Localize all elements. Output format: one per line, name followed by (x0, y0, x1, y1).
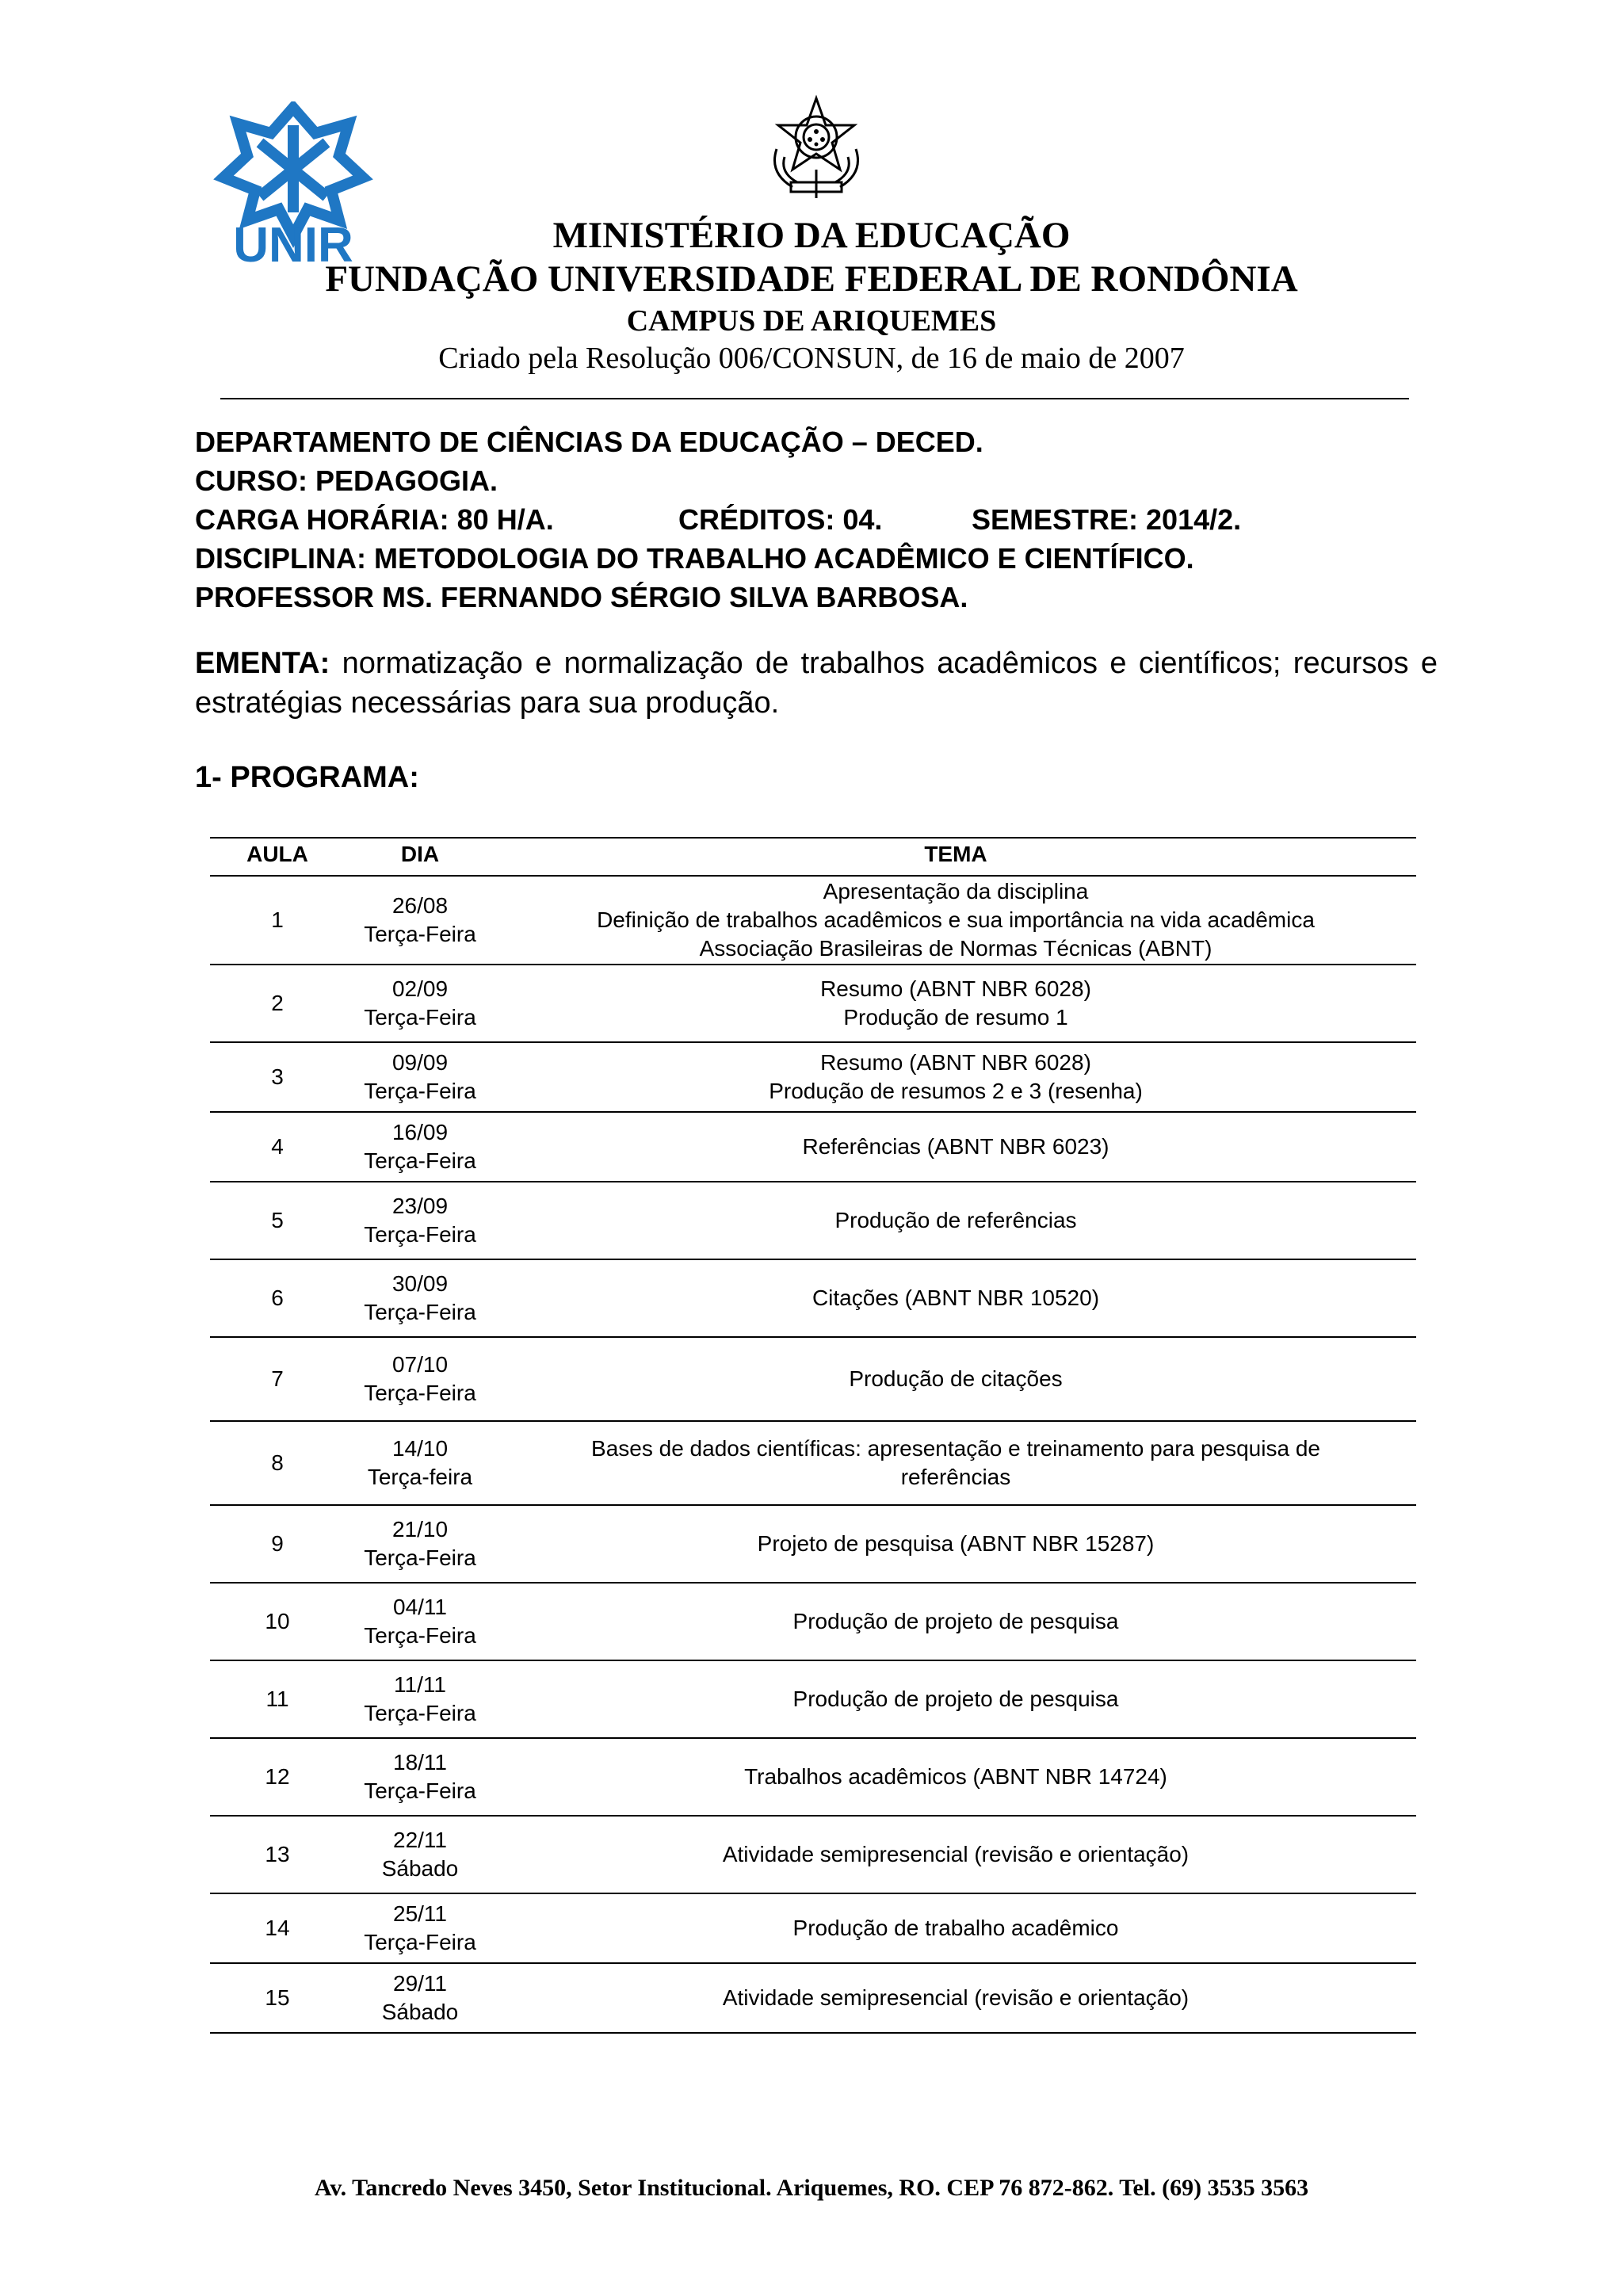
aula-number: 15 (265, 1985, 290, 2010)
weekday: Terça-Feira (364, 1930, 476, 1954)
aula-cell (210, 1739, 345, 1815)
aula-cell (210, 1338, 345, 1420)
tema-line: Resumo (ABNT NBR 6028) (820, 1050, 1091, 1075)
column-header-aula: AULA (246, 842, 308, 866)
date: 23/09 (391, 1194, 449, 1218)
aula-cell (210, 1113, 345, 1181)
tema-line: Produção de resumos 2 e 3 (resenha) (769, 1079, 1143, 1103)
aula-cell (210, 965, 345, 1041)
weekday: Terça-Feira (364, 1778, 476, 1803)
ementa-text: normatização e normalização de trabalhos acadêmicos e científicos; recursos e estratégias necessárias para sua produção. (195, 647, 1438, 720)
tema-line: Associação Brasileiras de Normas Técnicas (ABNT) (699, 936, 1212, 961)
aula-cell (210, 1964, 345, 2032)
aula-number: 6 (271, 1286, 284, 1310)
weekday: Terça-Feira (364, 1623, 476, 1648)
date: 14/10 (391, 1436, 449, 1461)
program-table (210, 837, 1416, 2034)
table-row (210, 1422, 1416, 1506)
tema-line: Produção de trabalho acadêmico (792, 1916, 1119, 1940)
table-row (210, 1506, 1416, 1584)
footer-address: Av. Tancredo Neves 3450, Setor Institucional. Ariquemes, RO. CEP 76 872-862. Tel. (69) 3535 3563 (314, 2175, 1309, 2201)
dia-cell (345, 1964, 495, 2032)
dia-cell (345, 1506, 495, 1582)
aula-cell (210, 1422, 345, 1504)
professor-line: PROFESSOR MS. FERNANDO SÉRGIO SILVA BARBOSA. (195, 581, 968, 613)
tema-cell (495, 1817, 1416, 1893)
coat-of-arms-emblem (761, 94, 872, 204)
header-divider (220, 398, 1409, 399)
table-row (210, 965, 1416, 1043)
tema-cell (495, 877, 1416, 964)
aula-number: 2 (271, 991, 284, 1015)
aula-number: 9 (271, 1531, 284, 1556)
date: 18/11 (393, 1750, 447, 1775)
date: 02/09 (391, 976, 449, 1001)
tema-line: Produção de projeto de pesquisa (792, 1687, 1119, 1711)
ementa-paragraph (195, 644, 1438, 723)
weekday: Terça-Feira (364, 1381, 476, 1405)
date: 09/09 (391, 1050, 449, 1075)
aula-number: 14 (265, 1916, 290, 1940)
table-row (210, 877, 1416, 965)
date: 07/10 (391, 1352, 449, 1377)
tema-line: Produção de citações (849, 1366, 1063, 1391)
dia-cell (345, 965, 495, 1041)
tema-line: Projeto de pesquisa (ABNT NBR 15287) (757, 1531, 1155, 1556)
tema-line: referências (900, 1465, 1011, 1489)
weekday: Sábado (381, 1856, 459, 1881)
tema-cell (495, 1506, 1416, 1582)
tema-cell (495, 1338, 1416, 1420)
tema-line: Produção de referências (834, 1208, 1077, 1232)
date: 30/09 (391, 1271, 449, 1296)
dia-cell (345, 1182, 495, 1259)
table-row (210, 1817, 1416, 1894)
tema-line: Trabalhos acadêmicos (ABNT NBR 14724) (744, 1764, 1167, 1789)
credits: CRÉDITOS: 04. (678, 503, 883, 536)
table-row (210, 1661, 1416, 1739)
tema-cell (495, 1894, 1416, 1962)
tema-cell (495, 965, 1416, 1041)
table-row (210, 1338, 1416, 1422)
workload-hours: CARGA HORÁRIA: 80 H/A. (195, 503, 554, 536)
weekday: Terça-Feira (364, 1545, 476, 1570)
tema-cell (495, 1422, 1416, 1504)
date: 04/11 (393, 1595, 447, 1619)
aula-cell (210, 1260, 345, 1336)
aula-number: 8 (271, 1450, 284, 1475)
semester: SEMESTRE: 2014/2. (972, 503, 1242, 536)
dia-cell (345, 1422, 495, 1504)
tema-cell (495, 1739, 1416, 1815)
table-header (210, 837, 1416, 877)
weekday: Terça-Feira (364, 1005, 476, 1030)
date: 16/09 (391, 1120, 449, 1144)
department-line: DEPARTAMENTO DE CIÊNCIAS DA EDUCAÇÃO – DECED. (195, 426, 983, 458)
course-line: CURSO: PEDAGOGIA. (195, 464, 498, 497)
table-row (210, 1584, 1416, 1661)
tema-line: Atividade semipresencial (revisão e orientação) (722, 1985, 1190, 2010)
weekday: Terça-Feira (364, 1701, 476, 1725)
aula-cell (210, 1506, 345, 1582)
column-header-dia: DIA (400, 842, 440, 866)
tema-line: Referências (ABNT NBR 6023) (802, 1134, 1109, 1159)
table-body (210, 877, 1416, 2034)
workload-line (195, 501, 1241, 539)
date: 22/11 (393, 1828, 447, 1852)
dia-cell (345, 1043, 495, 1111)
weekday: Terça-Feira (364, 1148, 476, 1173)
tema-cell (495, 1964, 1416, 2032)
tema-line: Bases de dados científicas: apresentação e treinamento para pesquisa de (591, 1436, 1320, 1461)
aula-number: 7 (271, 1366, 284, 1391)
table-row (210, 1894, 1416, 1964)
tema-line: Atividade semipresencial (revisão e orientação) (722, 1842, 1190, 1866)
column-header-tema: TEMA (924, 842, 987, 866)
tema-line: Citações (ABNT NBR 10520) (812, 1286, 1100, 1310)
tema-line: Resumo (ABNT NBR 6028) (820, 976, 1091, 1001)
dia-cell (345, 1817, 495, 1893)
tema-line: Apresentação da disciplina (823, 879, 1089, 904)
aula-number: 11 (265, 1687, 289, 1711)
tema-cell (495, 1113, 1416, 1181)
aula-number: 4 (271, 1134, 284, 1159)
tema-line: Produção de projeto de pesquisa (792, 1609, 1119, 1633)
aula-cell (210, 1182, 345, 1259)
table-row (210, 1113, 1416, 1182)
dia-cell (345, 1260, 495, 1336)
table-row (210, 1043, 1416, 1113)
weekday: Terça-Feira (364, 1079, 476, 1103)
aula-cell (210, 1661, 345, 1737)
table-row (210, 1964, 1416, 2034)
discipline-line: DISCIPLINA: METODOLOGIA DO TRABALHO ACADÊMICO E CIENTÍFICO. (195, 542, 1194, 575)
tema-cell (495, 1584, 1416, 1660)
campus-title: CAMPUS DE ARIQUEMES (626, 304, 997, 338)
weekday: Terça-Feira (364, 922, 476, 946)
weekday: Sábado (381, 2000, 459, 2024)
dia-cell (345, 1584, 495, 1660)
aula-cell (210, 1584, 345, 1660)
tema-cell (495, 1661, 1416, 1737)
date: 25/11 (393, 1901, 447, 1926)
ementa-label: EMENTA: (195, 647, 330, 680)
aula-number: 3 (271, 1064, 284, 1089)
dia-cell (345, 877, 495, 964)
aula-number: 5 (271, 1208, 284, 1232)
foundation-title: FUNDAÇÃO UNIVERSIDADE FEDERAL DE RONDÔNIA (325, 258, 1298, 300)
aula-cell (210, 877, 345, 964)
program-title: 1- PROGRAMA: (195, 761, 419, 794)
aula-cell (210, 1817, 345, 1893)
table-row (210, 1182, 1416, 1260)
aula-cell (210, 1894, 345, 1962)
tema-line: Produção de resumo 1 (843, 1005, 1068, 1030)
table-row (210, 1260, 1416, 1338)
weekday: Terça-Feira (364, 1300, 476, 1324)
aula-number: 1 (271, 907, 284, 932)
weekday: Terça-Feira (364, 1222, 476, 1247)
unir-logo-text: UNIR (233, 218, 353, 264)
aula-number: 12 (265, 1764, 290, 1789)
date: 11/11 (394, 1672, 446, 1697)
dia-cell (345, 1113, 495, 1181)
weekday: Terça-feira (367, 1465, 473, 1489)
date: 21/10 (391, 1517, 449, 1541)
dia-cell (345, 1338, 495, 1420)
aula-number: 10 (265, 1609, 290, 1633)
date: 26/08 (391, 893, 449, 918)
tema-cell (495, 1043, 1416, 1111)
dia-cell (345, 1894, 495, 1962)
ministry-title: MINISTÉRIO DA EDUCAÇÃO (552, 215, 1071, 256)
resolution-line: Criado pela Resolução 006/CONSUN, de 16 de maio de 2007 (438, 342, 1185, 375)
tema-cell (495, 1260, 1416, 1336)
dia-cell (345, 1739, 495, 1815)
tema-line: Definição de trabalhos acadêmicos e sua importância na vida acadêmica (597, 907, 1315, 932)
aula-number: 13 (265, 1842, 290, 1866)
aula-cell (210, 1043, 345, 1111)
date: 29/11 (393, 1971, 447, 1996)
tema-cell (495, 1182, 1416, 1259)
dia-cell (345, 1661, 495, 1737)
table-row (210, 1739, 1416, 1817)
